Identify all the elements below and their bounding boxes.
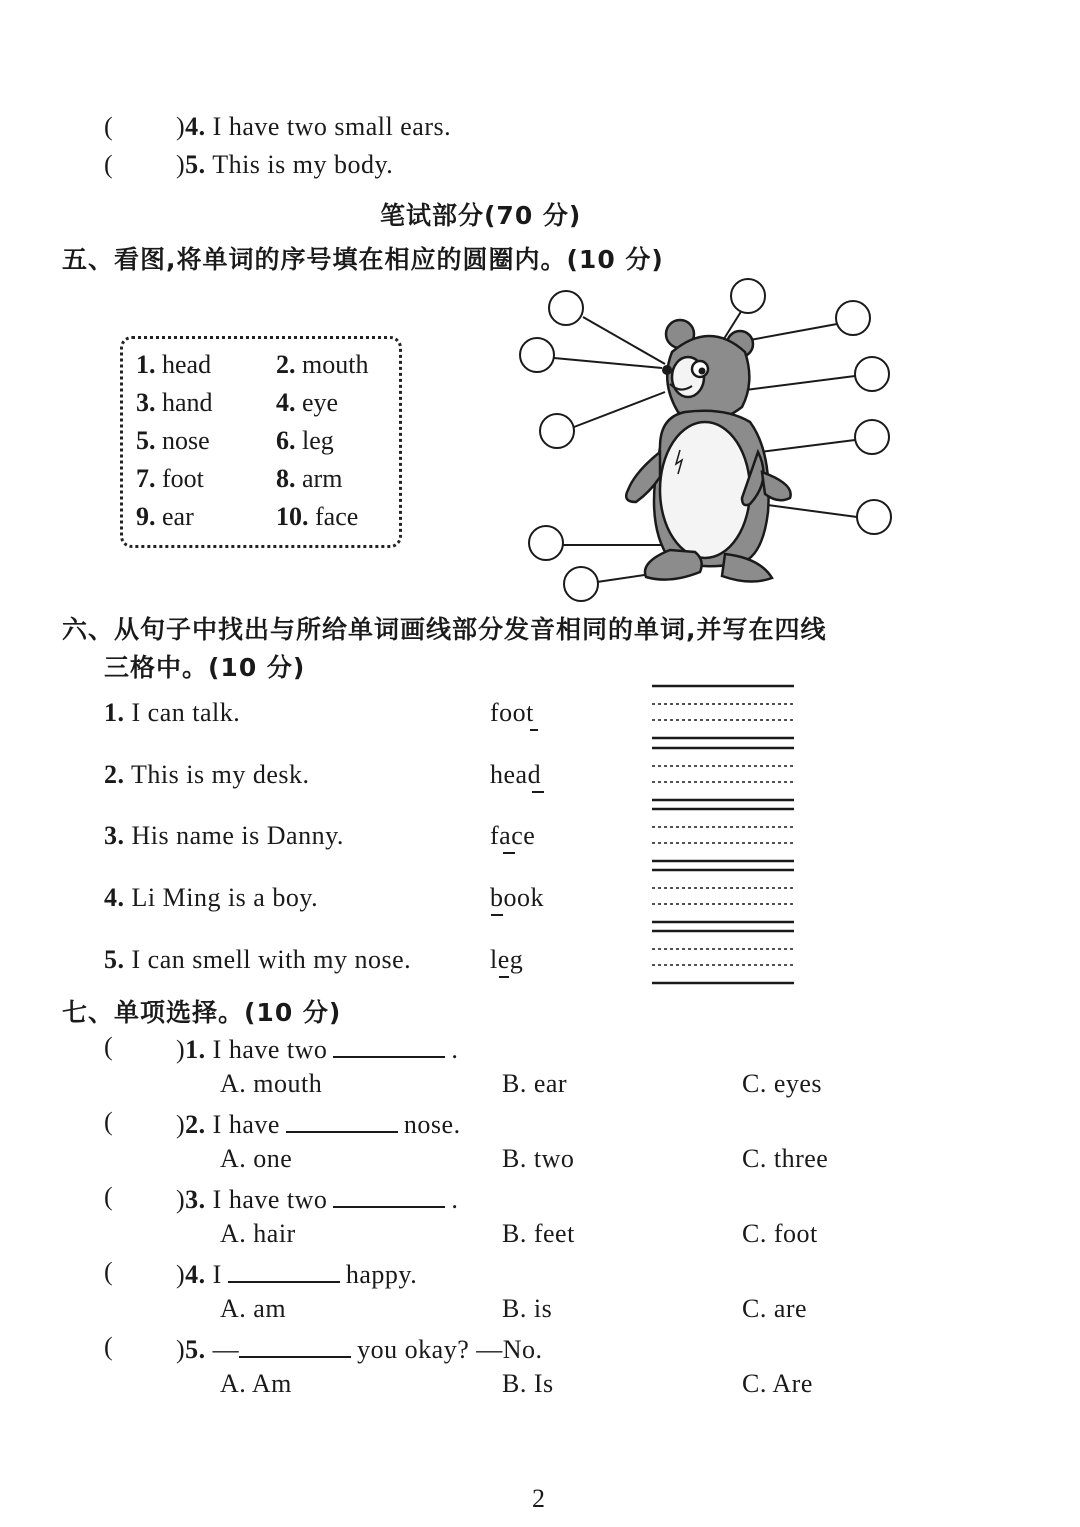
leader-line — [760, 440, 855, 452]
mc-question: )1. I have two . — [176, 1032, 458, 1065]
option-b[interactable]: B. Is — [502, 1369, 554, 1398]
bear-illustration — [510, 272, 900, 604]
label-circle — [855, 357, 889, 391]
bear-nose — [662, 365, 672, 375]
answer-paren-open[interactable]: ( — [104, 1107, 113, 1136]
option-a[interactable]: A. hair — [220, 1219, 296, 1248]
option-c[interactable]: C. Are — [742, 1369, 813, 1398]
word-bank-item: 4. eye — [276, 388, 339, 417]
label-circle — [857, 500, 891, 534]
answer-paren-open: ( — [104, 150, 113, 179]
answer-paren-open[interactable]: ( — [104, 1257, 113, 1286]
four-line-grid[interactable] — [650, 682, 798, 988]
answer-blank[interactable] — [333, 1032, 445, 1058]
answer-paren-open[interactable]: ( — [104, 1032, 113, 1061]
word-bank-item: 10. face — [276, 502, 359, 531]
given-word: book — [490, 883, 544, 912]
label-circle — [529, 526, 563, 560]
bear-right-foot — [722, 554, 772, 582]
label-circle — [540, 414, 574, 448]
bear-belly — [660, 422, 750, 558]
option-a[interactable]: A. one — [220, 1144, 293, 1173]
label-circle — [731, 279, 765, 313]
mc-question: )3. I have two . — [176, 1182, 458, 1215]
option-a[interactable]: A. mouth — [220, 1069, 323, 1098]
option-c[interactable]: C. three — [742, 1144, 829, 1173]
word-bank-item: 9. ear — [136, 502, 194, 531]
question-item: )5. This is my body. — [176, 150, 394, 179]
label-circle — [520, 338, 554, 372]
sentence-item: 4. Li Ming is a boy. — [104, 883, 319, 912]
option-c[interactable]: C. foot — [742, 1219, 818, 1248]
sentence-item: 2. This is my desk. — [104, 760, 310, 789]
label-circle — [564, 567, 598, 601]
bear-tail — [762, 472, 791, 500]
option-a[interactable]: A. Am — [220, 1369, 292, 1398]
section6-title-line2: 三格中。(10 分) — [104, 653, 306, 682]
page-number: 2 — [532, 1484, 546, 1513]
label-circle — [855, 420, 889, 454]
bear-left-foot — [645, 550, 702, 580]
sentence-item: 3. His name is Danny. — [104, 821, 344, 850]
leader-line — [750, 324, 837, 340]
given-word: foot — [490, 698, 534, 727]
label-circle — [549, 291, 583, 325]
section6-title: 六、从句子中找出与所给单词画线部分发音相同的单词,并写在四线 — [62, 615, 827, 644]
option-b[interactable]: B. ear — [502, 1069, 568, 1098]
answer-blank[interactable] — [239, 1332, 351, 1358]
section7-title: 七、单项选择。(10 分) — [62, 998, 342, 1027]
word-bank-item: 5. nose — [136, 426, 210, 455]
option-c[interactable]: C. are — [742, 1294, 808, 1323]
leader-line — [760, 504, 857, 517]
answer-blank[interactable] — [286, 1107, 398, 1133]
answer-blank[interactable] — [228, 1257, 340, 1283]
option-b[interactable]: B. is — [502, 1294, 553, 1323]
word-bank-item: 2. mouth — [276, 350, 369, 379]
answer-blank[interactable] — [333, 1182, 445, 1208]
label-circle — [836, 301, 870, 335]
given-word: face — [490, 821, 536, 850]
leader-line — [554, 358, 662, 368]
answer-paren-open: ( — [104, 112, 113, 141]
answer-paren-open[interactable]: ( — [104, 1182, 113, 1211]
given-word: head — [490, 760, 542, 789]
word-bank-item: 7. foot — [136, 464, 204, 493]
sentence-item: 5. I can smell with my nose. — [104, 945, 412, 974]
section5-title: 五、看图,将单词的序号填在相应的圆圈内。(10 分) — [62, 245, 664, 274]
leader-line — [574, 392, 665, 427]
word-bank-item: 3. hand — [136, 388, 213, 417]
word-bank-item: 6. leg — [276, 426, 334, 455]
word-bank-item: 8. arm — [276, 464, 343, 493]
written-part-heading: 笔试部分(70 分) — [380, 201, 582, 230]
option-a[interactable]: A. am — [220, 1294, 287, 1323]
sentence-item: 1. I can talk. — [104, 698, 241, 727]
option-c[interactable]: C. eyes — [742, 1069, 823, 1098]
option-b[interactable]: B. two — [502, 1144, 575, 1173]
word-bank-item: 1. head — [136, 350, 212, 379]
given-word: leg — [490, 945, 524, 974]
mc-question: )2. I have nose. — [176, 1107, 461, 1140]
answer-paren-open[interactable]: ( — [104, 1332, 113, 1361]
option-b[interactable]: B. feet — [502, 1219, 575, 1248]
mc-question: )4. I happy. — [176, 1257, 417, 1290]
leader-line — [583, 317, 665, 364]
mc-question: )5. — you okay? —No. — [176, 1332, 543, 1365]
question-item: )4. I have two small ears. — [176, 112, 452, 141]
